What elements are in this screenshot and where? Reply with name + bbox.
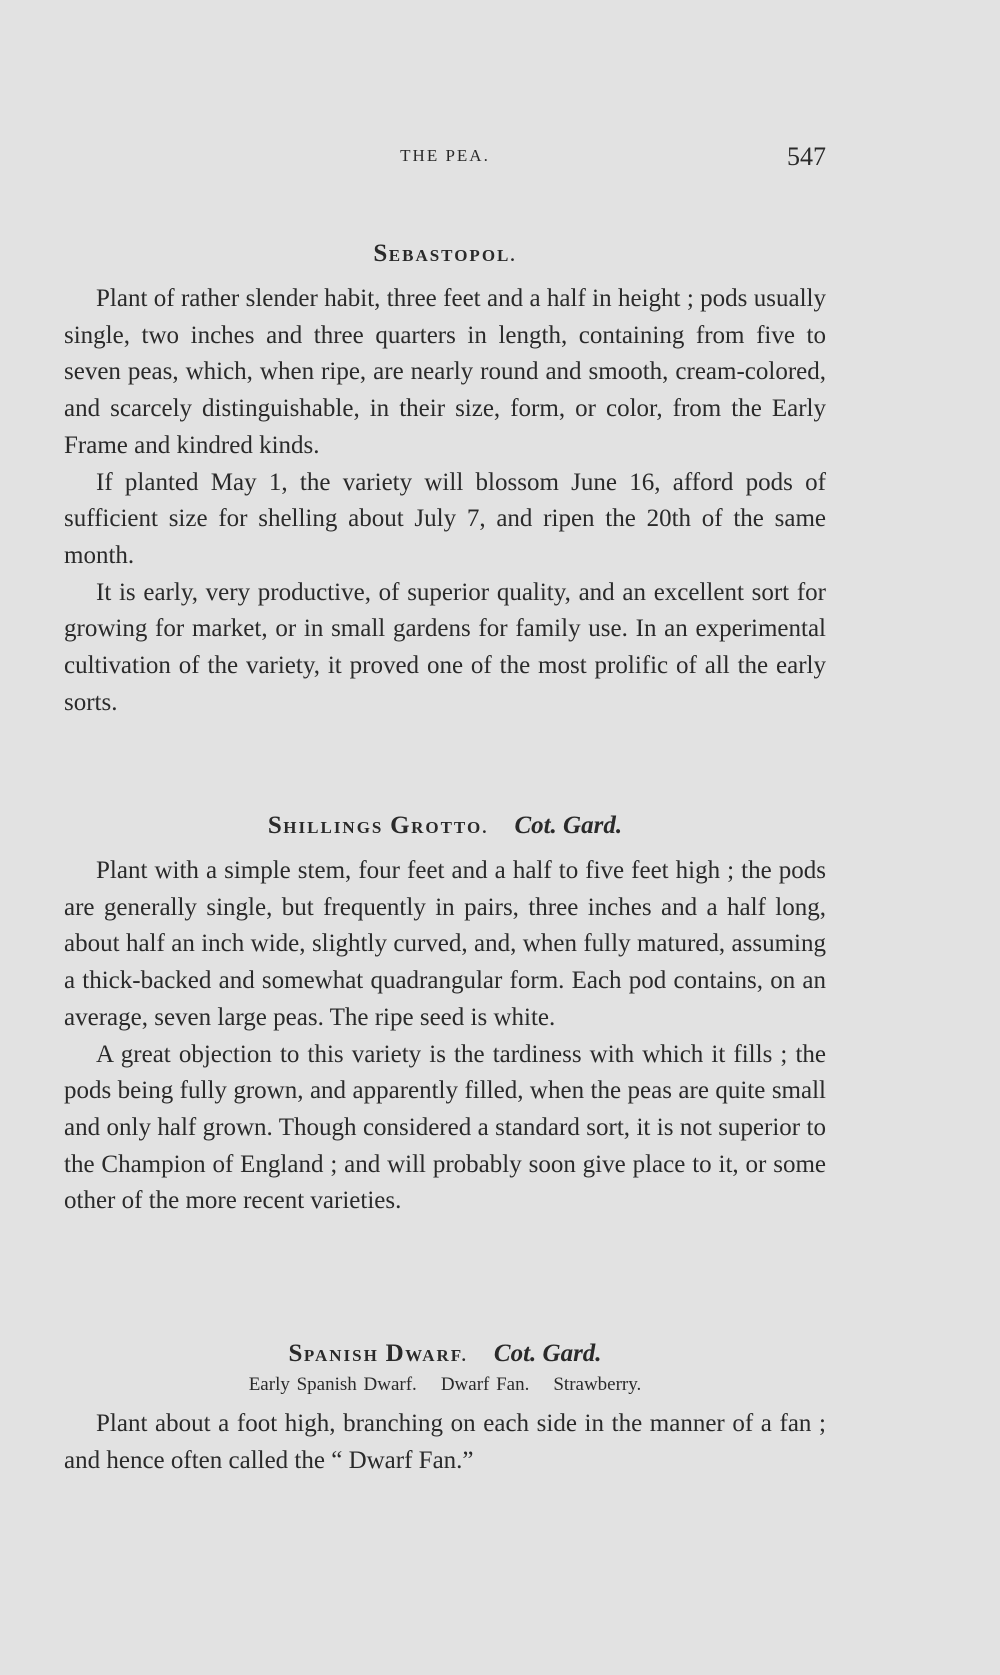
synonym: Strawberry. bbox=[553, 1374, 642, 1395]
paragraph: If planted May 1, the variety will blossom June 16, afford pods of sufficient size for shelling about July 7, and ripen the 20th of the same month. bbox=[64, 468, 826, 569]
running-title: THE PEA. bbox=[400, 146, 490, 165]
section-shillings-grotto bbox=[64, 812, 826, 1220]
paragraph: Plant of rather slender habit, three feet and a half in height ; pods usually single, two inches and three quarters in length, containing from five to seven peas, which, when ripe, are nearly round and smooth, cream-colored, and scarcely distinguishable, in their size, form, or color, from the Early Frame and kindred kinds. bbox=[64, 285, 826, 459]
heading-initial: S bbox=[288, 1340, 304, 1367]
synonyms-line bbox=[64, 1374, 826, 1396]
paragraph: Plant with a simple stem, four feet and a half to five feet high ; the pods are generally single, but frequently in pairs, three inches and a half long, about half an inch wide, slightly curved, and, when fully matured, assuming a thick-backed and somewhat quadrangular form. Each pod contains, on an average, seven large peas. The ripe seed is white. bbox=[64, 857, 826, 1031]
heading-reference: Cot. Gard. bbox=[493, 1340, 602, 1367]
heading-rest: ROTTO. bbox=[411, 818, 489, 837]
heading-initial: S bbox=[267, 812, 284, 839]
paragraph: A great objection to this variety is the tardiness with which it fills ; the pods being fully grown, and apparently filled, when the peas are quite small and only half grown. Though considered a standard sort, it is not superior to the Champion of England ; and will probably soon give place to it, or some other of the more recent varieties. bbox=[64, 1040, 826, 1215]
section-spanish-dwarf bbox=[64, 1340, 826, 1479]
section-heading bbox=[64, 812, 826, 840]
heading-initial: D bbox=[385, 1340, 406, 1367]
paragraph: Plant about a foot high, branching on each side in the manner of a fan ; and hence often called the “ Dwarf Fan.” bbox=[64, 1410, 826, 1474]
heading-initial: G bbox=[390, 812, 412, 839]
paragraph: It is early, very productive, of superior quality, and an excellent sort for growing for market, or in small gardens for family use. In an experimental cultivation of the variety, it proved one of the most prolific of all the early sorts. bbox=[64, 578, 826, 716]
heading-reference: Cot. Gard. bbox=[514, 812, 623, 839]
heading-rest: WARF. bbox=[405, 1346, 468, 1365]
heading-initial: S bbox=[373, 240, 389, 267]
page-number: 547 bbox=[787, 142, 826, 171]
synonym: Dwarf Fan. bbox=[440, 1374, 530, 1395]
heading-rest: HILLINGS bbox=[283, 818, 384, 837]
heading-rest: PANISH bbox=[303, 1346, 379, 1365]
section-sebastopol bbox=[64, 240, 826, 721]
heading-rest: EBASTOPOL. bbox=[388, 246, 517, 265]
section-heading bbox=[64, 1340, 826, 1368]
section-heading bbox=[64, 240, 826, 268]
synonym: Early Spanish Dwarf. bbox=[248, 1374, 417, 1395]
running-head bbox=[64, 142, 826, 182]
